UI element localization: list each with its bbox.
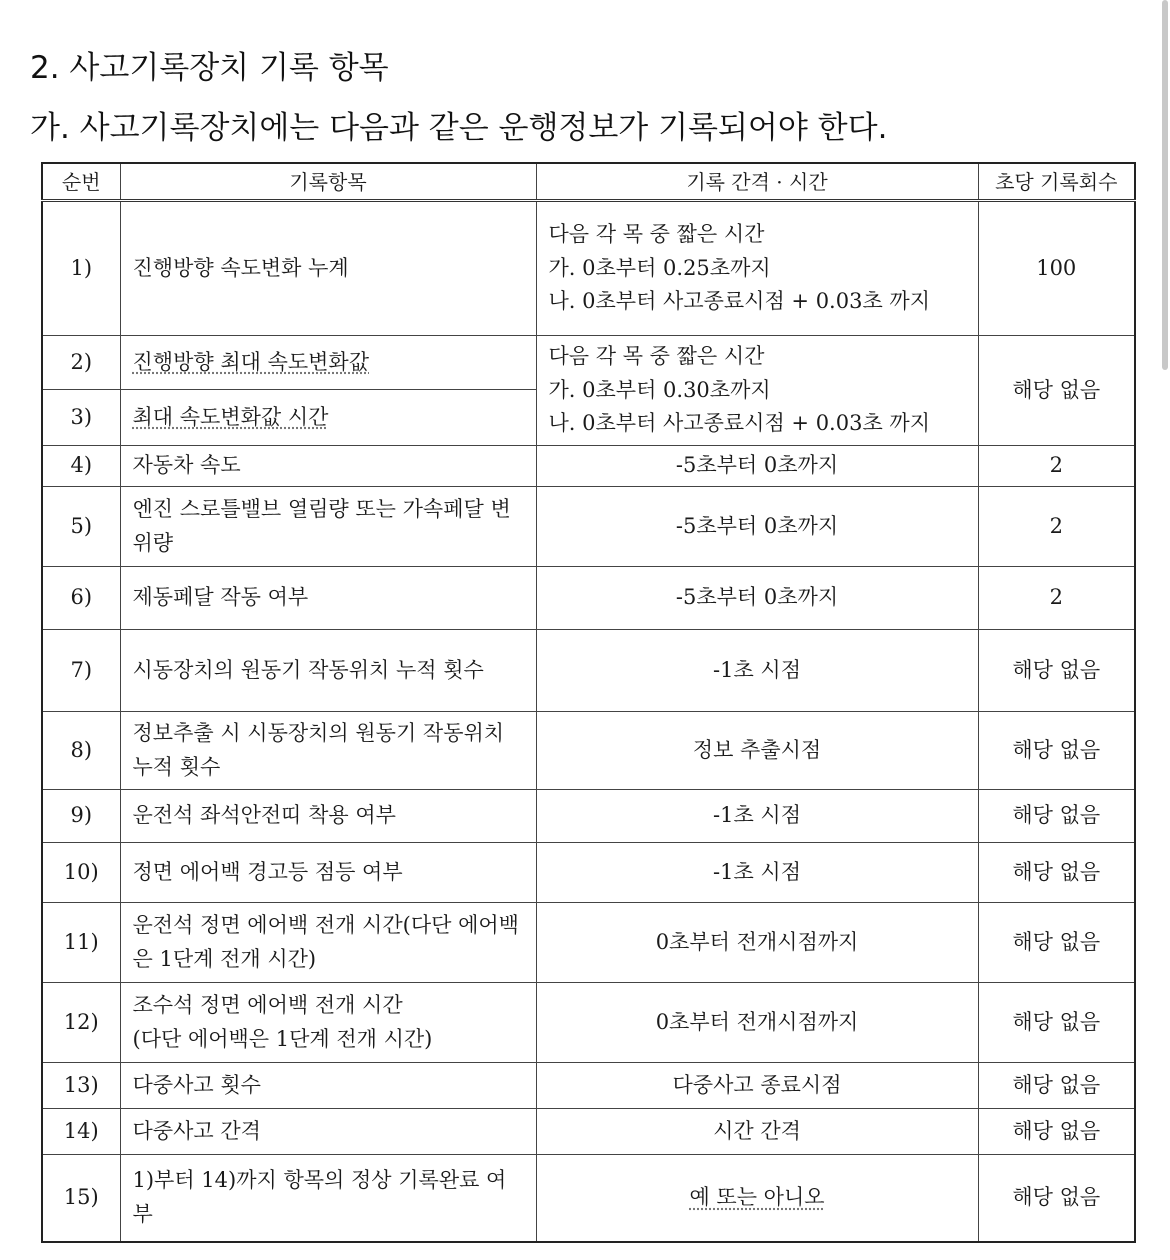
row-interval: -5초부터 0초까지 [536, 567, 978, 630]
row-item: 정보추출 시 시동장치의 원동기 작동위치 누적 횟수 [120, 712, 536, 790]
row-count: 해당 없음 [978, 1063, 1135, 1109]
interval-line: 나. 0초부터 사고종료시점 + 0.03초 까지 [548, 289, 930, 314]
row-no: 2) [42, 336, 120, 390]
row-no: 7) [42, 630, 120, 712]
row-item: 다중사고 간격 [120, 1109, 536, 1155]
table-row [42, 201, 1135, 336]
row-count: 2 [978, 567, 1135, 630]
row-interval: 0초부터 전개시점까지 [536, 903, 978, 983]
row-interval [536, 1155, 978, 1242]
row-item: 엔진 스로틀밸브 열림량 또는 가속페달 변위량 [120, 487, 536, 567]
section-heading: 2. 사고기록장치 기록 항목 [30, 50, 389, 86]
row-interval [536, 336, 978, 446]
table-row [42, 790, 1135, 843]
table-row [42, 567, 1135, 630]
interval-line: 나. 0초부터 사고종료시점 + 0.03초 까지 [548, 411, 930, 436]
table-row [42, 487, 1135, 567]
item-line: 조수석 정면 에어백 전개 시간 [132, 992, 403, 1017]
row-count: 해당 없음 [978, 983, 1135, 1063]
row-count: 해당 없음 [978, 336, 1135, 446]
row-no: 1) [42, 201, 120, 336]
row-count: 해당 없음 [978, 843, 1135, 903]
row-item [120, 983, 536, 1063]
header-interval: 기록 간격 · 시간 [536, 163, 978, 201]
row-count: 해당 없음 [978, 1109, 1135, 1155]
table-header-row [42, 163, 1135, 201]
row-interval: 다중사고 종료시점 [536, 1063, 978, 1109]
row-count: 해당 없음 [978, 630, 1135, 712]
interval-line: 다음 각 목 중 짧은 시간 [548, 344, 765, 369]
row-item: 자동차 속도 [120, 446, 536, 487]
row-count: 100 [978, 201, 1135, 336]
row-item-text: 최대 속도변화값 시간 [132, 404, 329, 429]
row-no: 9) [42, 790, 120, 843]
item-line: (다단 에어백은 1단계 전개 시간) [132, 1026, 433, 1051]
table-row [42, 336, 1135, 390]
interval-line: 다음 각 목 중 짧은 시간 [548, 222, 765, 247]
row-interval: -1초 시점 [536, 630, 978, 712]
header-item: 기록항목 [120, 163, 536, 201]
record-items-table [41, 162, 1136, 1243]
row-count: 해당 없음 [978, 712, 1135, 790]
header-count: 초당 기록회수 [978, 163, 1135, 201]
row-item: 정면 에어백 경고등 점등 여부 [120, 843, 536, 903]
row-item: 시동장치의 원동기 작동위치 누적 횟수 [120, 630, 536, 712]
row-item: 다중사고 횟수 [120, 1063, 536, 1109]
row-count: 해당 없음 [978, 1155, 1135, 1242]
row-count: 2 [978, 446, 1135, 487]
table-row [42, 843, 1135, 903]
table-row [42, 1109, 1135, 1155]
row-no: 5) [42, 487, 120, 567]
row-no: 14) [42, 1109, 120, 1155]
table-row [42, 1155, 1135, 1242]
row-no: 4) [42, 446, 120, 487]
row-no: 12) [42, 983, 120, 1063]
row-item: 운전석 정면 에어백 전개 시간(다단 에어백은 1단계 전개 시간) [120, 903, 536, 983]
table-row [42, 983, 1135, 1063]
table-row [42, 903, 1135, 983]
row-count: 해당 없음 [978, 903, 1135, 983]
row-no: 6) [42, 567, 120, 630]
row-no: 8) [42, 712, 120, 790]
row-item [120, 336, 536, 390]
row-interval: 정보 추출시점 [536, 712, 978, 790]
row-no: 10) [42, 843, 120, 903]
row-count: 해당 없음 [978, 790, 1135, 843]
scrollbar[interactable] [1162, 0, 1168, 370]
row-no: 13) [42, 1063, 120, 1109]
table-row [42, 446, 1135, 487]
sub-heading: 가. 사고기록장치에는 다음과 같은 운행정보가 기록되어야 한다. [30, 110, 888, 146]
row-no: 15) [42, 1155, 120, 1242]
header-no: 순번 [42, 163, 120, 201]
row-interval: 0초부터 전개시점까지 [536, 983, 978, 1063]
row-interval: -5초부터 0초까지 [536, 446, 978, 487]
row-item: 운전석 좌석안전띠 착용 여부 [120, 790, 536, 843]
row-interval: -1초 시점 [536, 843, 978, 903]
row-item: 1)부터 14)까지 항목의 정상 기록완료 여부 [120, 1155, 536, 1242]
row-interval [536, 201, 978, 336]
row-item [120, 390, 536, 446]
row-no: 3) [42, 390, 120, 446]
row-item: 제동페달 작동 여부 [120, 567, 536, 630]
table-row [42, 630, 1135, 712]
interval-line: 가. 0초부터 0.25초까지 [548, 255, 771, 280]
row-interval: -1초 시점 [536, 790, 978, 843]
row-interval: 시간 간격 [536, 1109, 978, 1155]
table-row [42, 712, 1135, 790]
interval-line: 가. 0초부터 0.30초까지 [548, 377, 771, 402]
row-item: 진행방향 속도변화 누계 [120, 201, 536, 336]
table-row [42, 1063, 1135, 1109]
row-interval: -5초부터 0초까지 [536, 487, 978, 567]
row-count: 2 [978, 487, 1135, 567]
row-interval-text: 예 또는 아니오 [689, 1184, 825, 1209]
row-no: 11) [42, 903, 120, 983]
row-item-text: 진행방향 최대 속도변화값 [132, 349, 369, 374]
